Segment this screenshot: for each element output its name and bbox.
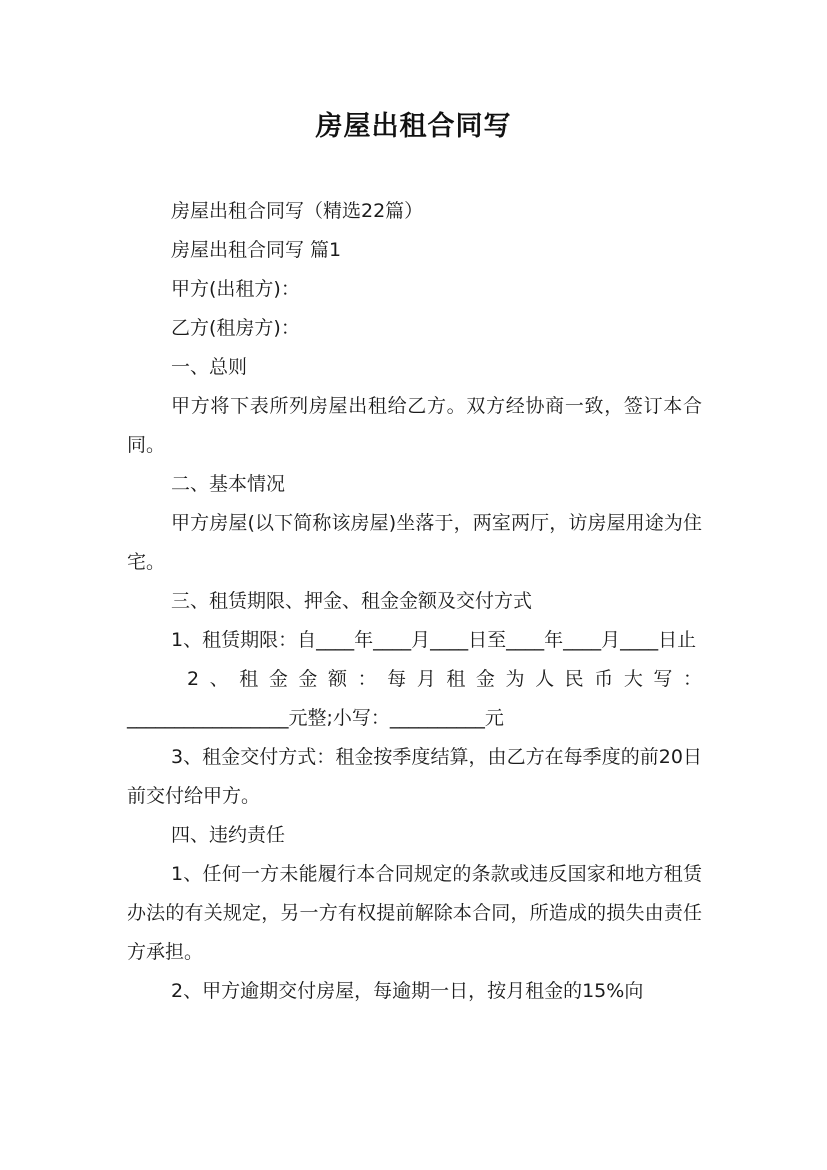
document-body (127, 192, 702, 1011)
paragraph-section-heading: 房屋出租合同写 篇1 (171, 239, 342, 261)
paragraph-basic-heading: 二、基本情况 (171, 473, 286, 495)
paragraph-rent-amount: 2、租金金额：每月租金为人民币大写： (187, 668, 702, 690)
paragraph-term-heading: 三、租赁期限、押金、租金金额及交付方式 (171, 590, 533, 612)
paragraph-party-a: 甲方(出租方)： (171, 278, 300, 300)
paragraph-party-b: 乙方(租房方)： (171, 317, 300, 339)
paragraph-basic-text: 甲方房屋(以下简称该房屋)坐落于，两室两厅，访房屋用途为住宅。 (127, 512, 702, 573)
paragraph-liability-2: 2、甲方逾期交付房屋，每逾期一日，按月租金的15%向 (171, 980, 644, 1002)
paragraph-rent-amount-blanks: _________________元整;小写：__________元 (127, 707, 504, 729)
document-title: 房屋出租合同写 (315, 111, 512, 142)
paragraph-general-heading: 一、总则 (171, 356, 248, 378)
paragraph-liability-heading: 四、违约责任 (171, 824, 286, 846)
paragraph-general-text: 甲方将下表所列房屋出租给乙方。双方经协商一致，签订本合同。 (127, 395, 702, 456)
paragraph-term-text: 1、租赁期限：自____年____月____日至____年____月____日止 (171, 629, 697, 651)
paragraph-liability-1: 1、任何一方未能履行本合同规定的条款或违反国家和地方租赁办法的有关规定，另一方有权提前解除本合同，所造成的损失由责任方承担。 (127, 863, 702, 963)
paragraph-payment-method: 3、租金交付方式：租金按季度结算，由乙方在每季度的前20日前交付给甲方。 (127, 746, 702, 807)
paragraph-subtitle: 房屋出租合同写（精选22篇） (171, 200, 424, 222)
